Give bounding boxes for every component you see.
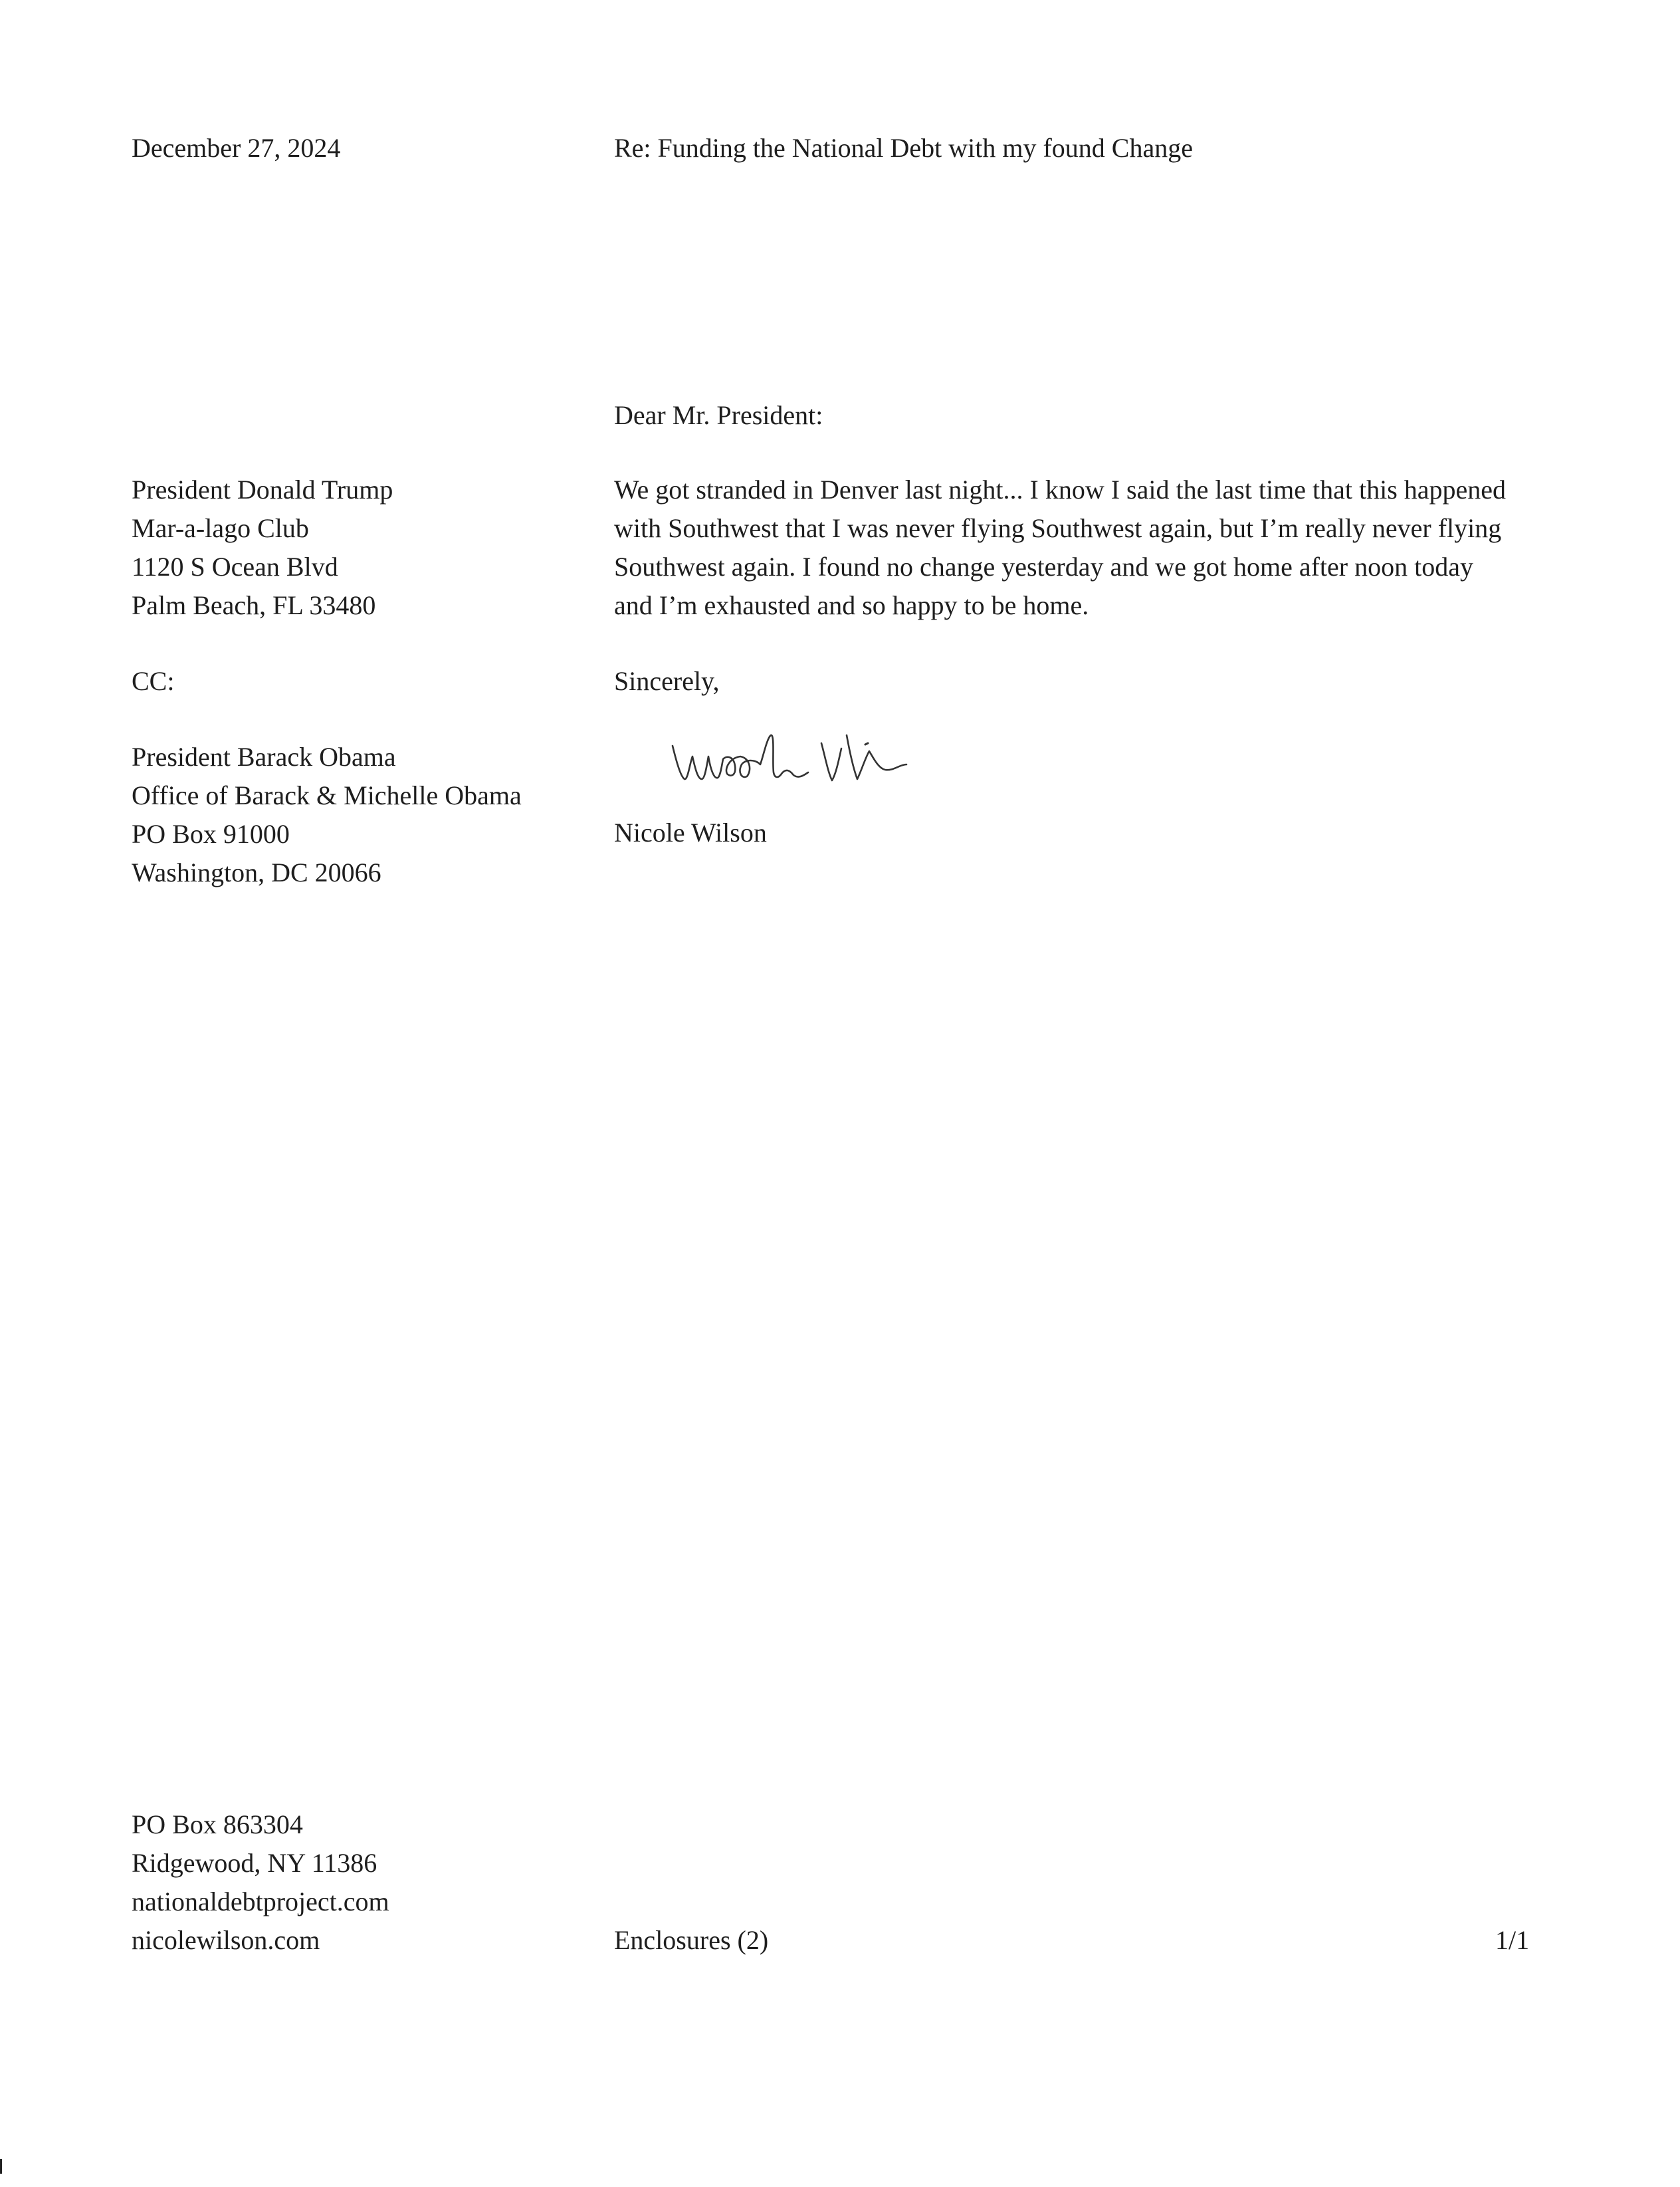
body-line: and I’m exhausted and so happy to be home. — [614, 590, 1089, 620]
sender-website: nicolewilson.com — [132, 1925, 320, 1955]
recipient-organization: Mar-a-lago Club — [132, 513, 309, 543]
letter-body — [614, 471, 1544, 625]
cc-recipient-name: President Barack Obama — [132, 742, 396, 772]
page-number: 1/1 — [1495, 1925, 1530, 1955]
cc-recipient-street: PO Box 91000 — [132, 819, 290, 849]
sender-website: nationaldebtproject.com — [132, 1887, 389, 1916]
sender-po-box: PO Box 863304 — [132, 1809, 303, 1839]
scan-edge-mark — [0, 2159, 2, 2174]
sender-name: Nicole Wilson — [614, 818, 767, 848]
closing: Sincerely, — [614, 666, 720, 696]
cc-recipient-address — [132, 738, 522, 892]
body-line: We got stranded in Denver last night... I know I said the last time that this happened — [614, 475, 1507, 505]
recipient-name: President Donald Trump — [132, 475, 393, 505]
enclosures-note: Enclosures (2) — [614, 1925, 769, 1955]
sender-city: Ridgewood, NY 11386 — [132, 1848, 377, 1878]
salutation: Dear Mr. President: — [614, 400, 823, 430]
letter-date: December 27, 2024 — [132, 133, 341, 163]
body-line: Southwest again. I found no change yesterday and we got home after noon today — [614, 552, 1473, 582]
sender-address — [132, 1805, 389, 1960]
recipient-street: 1120 S Ocean Blvd — [132, 552, 338, 582]
body-line: with Southwest that I was never flying Southwest again, but I’m really never flying — [614, 513, 1502, 543]
recipient-address — [132, 471, 393, 625]
cc-label: CC: — [132, 666, 175, 696]
handwritten-signature — [667, 731, 999, 798]
cc-recipient-organization: Office of Barack & Michelle Obama — [132, 780, 522, 810]
recipient-city: Palm Beach, FL 33480 — [132, 590, 376, 620]
cc-recipient-city: Washington, DC 20066 — [132, 858, 381, 887]
letter-subject: Re: Funding the National Debt with my found Change — [614, 133, 1193, 163]
